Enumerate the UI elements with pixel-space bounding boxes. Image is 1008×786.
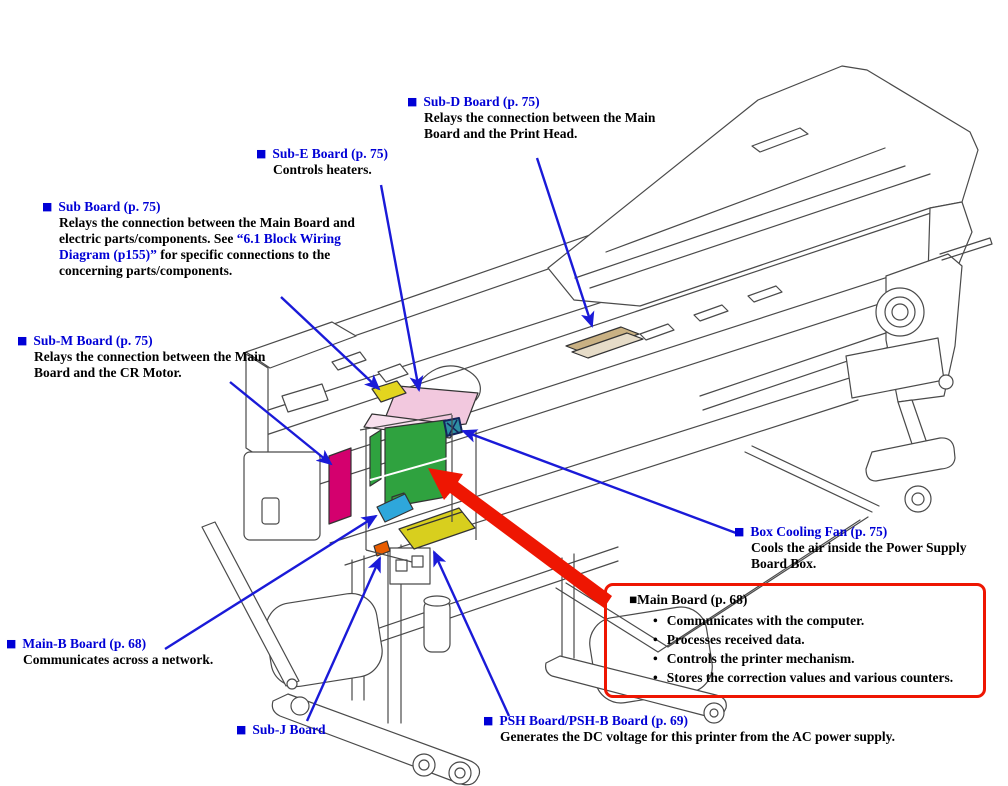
dot-bullet-icon: • [653,651,658,666]
main-board-highlight [385,420,446,508]
callout-title-row [407,94,670,110]
sub-d-board-link[interactable]: Sub-D Board (p. 75) [423,94,540,109]
square-bullet-icon: ■ [734,525,745,538]
sub-e-arrow [381,185,419,390]
left-cabinet [244,452,320,540]
square-bullet-icon: ■ [42,200,53,213]
callout-title-row [17,333,280,349]
main-board-bullet [653,649,973,668]
sub-d-board-desc: Relays the connection between the Main Board and the Print Head. [424,110,656,141]
takeup-hub-core [892,304,908,320]
stand-legs [352,545,574,723]
sub-board-desc [59,215,367,279]
arm-cap [287,679,297,689]
main-b-board-desc: Communicates across a network. [23,652,214,667]
sub-e-board-desc: Controls heaters. [273,162,372,177]
square-bullet-icon: ■ [483,714,494,727]
square-bullet-icon: ■ [407,95,418,108]
callout-sub-j-board [236,722,406,738]
callout-box-cooling-fan [734,524,984,572]
dot-bullet-icon: • [653,613,658,628]
main-board-bullet-text: Controls the printer mechanism. [666,651,855,666]
square-bullet-icon: ■ [629,592,638,607]
psh-board-link[interactable]: PSH Board/PSH-B Board (p. 69) [499,713,689,728]
control-panel [282,384,328,412]
main-board-bullet [653,611,973,630]
main-board-link[interactable]: Main Board (p. 68) [637,592,748,607]
sub-e-board-link[interactable]: Sub-E Board (p. 75) [272,146,388,161]
sub-board-desc-text: Relays the connection between the Main Board and electric parts/components. See [59,215,355,246]
main-board-bullet-text: Communicates with the computer. [666,613,865,628]
sub-m-board-link[interactable]: Sub-M Board (p. 75) [33,333,153,348]
takeup-foot [866,438,955,481]
caster-wheel [413,754,435,776]
io-slot [412,556,423,567]
dot-bullet-icon: • [653,632,658,647]
main-board-bullet-text: Stores the correction values and various counters. [666,670,954,685]
callout-sub-d-board [407,94,670,142]
sub-j-board-label: Sub-J Board [252,722,326,737]
callout-sub-board [42,199,367,279]
callout-title-row [6,636,268,652]
main-board-bullet [653,668,973,687]
main-b-board-link[interactable]: Main-B Board (p. 68) [22,636,147,651]
callout-title-row [42,199,367,215]
square-bullet-icon: ■ [236,723,247,736]
main-board-bullet-text: Processes received data. [666,632,805,647]
callout-title-row [483,713,953,729]
sub-m-board-highlight [329,448,351,524]
block-wiring-diagram-link[interactable]: “6.1 Block Wiring Diagram (p155)” [59,231,341,262]
callout-title-row [734,524,984,540]
box-cooling-fan-link[interactable]: Box Cooling Fan (p. 75) [750,524,888,539]
dot-bullet-icon: • [653,670,658,685]
caster-wheel [449,762,471,784]
psh-board-desc: Generates the DC voltage for this printer from the AC power supply. [500,729,895,744]
square-bullet-icon: ■ [17,334,28,347]
caster-wheel [905,486,931,512]
callout-title-row [629,592,973,608]
callout-psh-board [483,713,953,745]
main-board-bullet [653,630,973,649]
callout-main-b-board [6,636,268,668]
small-cylinder-top [424,596,450,606]
sub-m-board-desc: Relays the connection between the Main Board and the CR Motor. [34,349,266,380]
callout-sub-e-board [256,146,486,178]
takeup-knob [939,375,953,389]
callout-title-row [256,146,486,162]
main-board-red-arrow [428,468,612,608]
square-bullet-icon: ■ [256,147,267,160]
io-slot [396,560,407,571]
box-cooling-fan-desc: Cools the air inside the Power Supply Board Box. [751,540,967,571]
sub-board-desc-text: for specific connections to the concerning parts/components. [59,247,331,278]
left-cabinet-slot [262,498,279,524]
callout-title-row [236,722,406,738]
square-bullet-icon: ■ [6,637,17,650]
sub-board-link[interactable]: Sub Board (p. 75) [58,199,161,214]
main-board-callout-box [604,583,986,698]
callout-sub-m-board [17,333,280,381]
caster-wheel [291,697,309,715]
small-cylinder [424,600,450,652]
